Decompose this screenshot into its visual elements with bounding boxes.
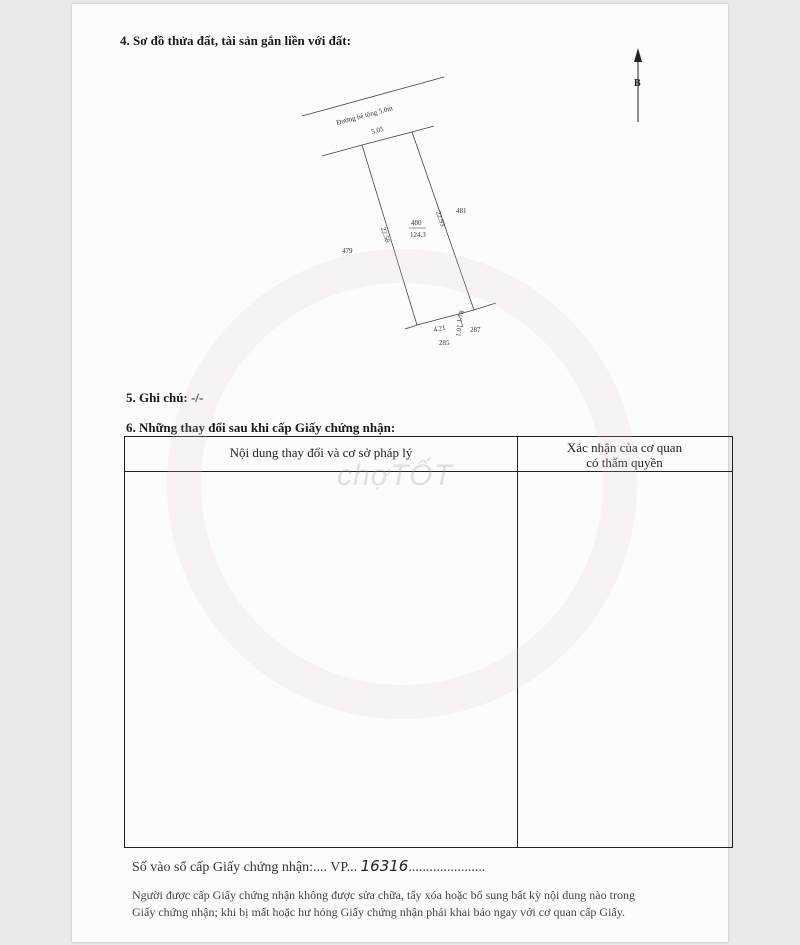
column-divider [517, 437, 518, 847]
north-label: B [634, 78, 641, 89]
parcel-number: 480 [411, 219, 422, 227]
registry-handwritten-number: 16316 [360, 857, 409, 875]
back-small-a: 1.78 [455, 309, 467, 324]
road-label: Đường bê tông 5.0m [335, 104, 394, 127]
back-small-b: 1.01 [454, 323, 465, 338]
parcel-outline [362, 132, 474, 325]
authority-column-header [517, 440, 732, 470]
back-width-label: 4.21 [432, 323, 447, 334]
north-arrow-icon [634, 48, 642, 62]
front-extension-right [412, 126, 434, 132]
section-6-title: 6. Những thay đổi sau khi cấp Giấy chứng nhận: [126, 420, 396, 435]
registry-label: Số vào sổ cấp Giấy chứng nhận: [132, 860, 313, 875]
neighbor-right-label: 481 [456, 207, 467, 215]
right-side-length: 22.93 [434, 210, 447, 228]
back-tick [459, 315, 463, 327]
parcel-area: 124.3 [410, 231, 426, 239]
footnote-line1: Người được cấp Giấy chứng nhận không được sửa chữa, tẩy xóa hoặc bổ sung bất kỳ nội dung nào trong [132, 888, 635, 902]
registry-prefix: VP [330, 860, 347, 875]
changes-column-header: Nội dung thay đổi và cơ sở pháp lý [229, 445, 413, 460]
certificate-page [72, 4, 728, 942]
footnote [132, 887, 722, 921]
neighbor-back-right-label: 287 [470, 326, 481, 334]
front-extension-left [322, 145, 362, 156]
section-4-title: 4. Sơ đồ thửa đất, tài sản gắn liền với đất: [120, 33, 351, 48]
back-extension-left [405, 325, 417, 329]
neighbor-left-label: 479 [342, 247, 353, 255]
changes-table [124, 436, 733, 848]
section-5-title: 5. Ghi chú: -/- [126, 390, 204, 405]
authority-header-line2: có thẩm quyền [586, 455, 663, 470]
header-divider [125, 471, 732, 472]
neighbor-back-label: 285 [439, 339, 450, 347]
watermark: chợTỐT [337, 459, 453, 492]
footnote-line2: Giấy chứng nhận; khi bị mất hoặc hư hỏng Giấy chứng nhận phải khai báo ngay với cơ quan cấp Giấy. [132, 905, 625, 919]
left-side-length: 22.58 [379, 226, 392, 244]
back-extension-right [474, 303, 496, 310]
land-plot-diagram [72, 4, 728, 364]
front-width-label: 5.05 [370, 125, 385, 136]
authority-header-line1: Xác nhận của cơ quan [566, 440, 683, 455]
registry-number-line: Số vào sổ cấp Giấy chứng nhận:.... VP... 16316...................... [132, 857, 486, 875]
